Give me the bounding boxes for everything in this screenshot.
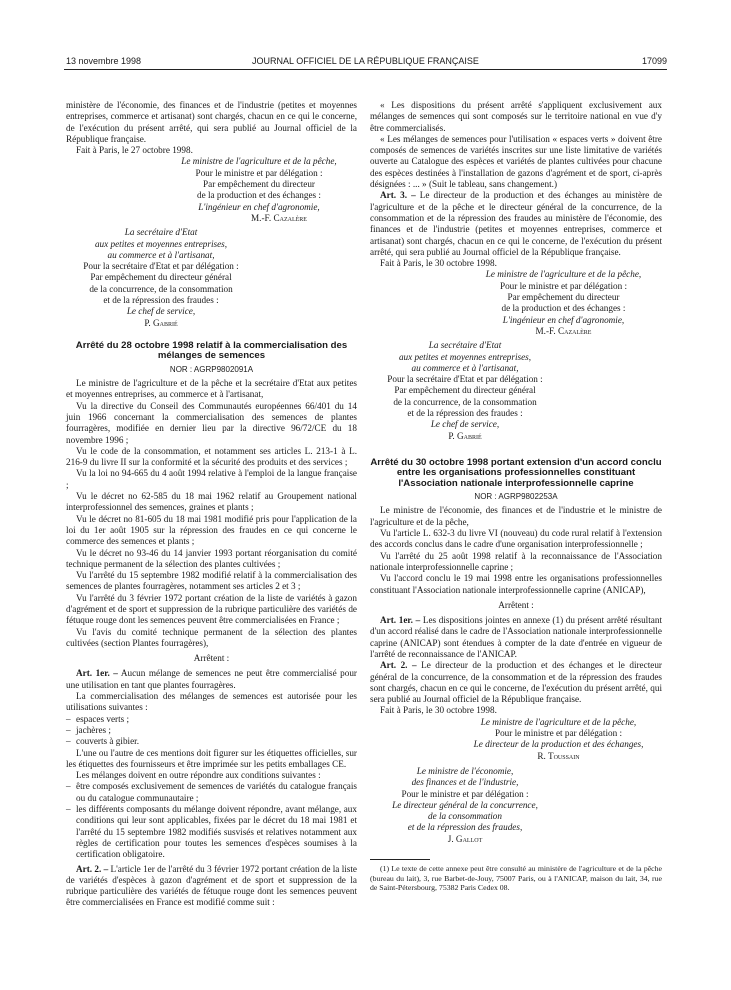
sig-line: Le ministre de l'agriculture et de la pêche, — [485, 269, 642, 280]
sig-line: Pour le ministre et par délégation : — [499, 280, 628, 291]
sig-line: Pour le ministre et par délégation : — [494, 728, 623, 739]
sig-line: L'ingénieur en chef d'agronomie, — [198, 201, 320, 212]
sig-line: La secrétaire d'Etat — [428, 340, 502, 351]
article-3 — [370, 190, 662, 258]
paragraph: La commercialisation des mélanges de semences est autorisée pour les utilisations suivantes : — [66, 691, 357, 713]
visa: Vu la directive du Conseil des Communautés européennes 66/401 du 14 juin 1966 concernant la commercialisation des semences de plantes fourragères, modifiée en dernier lieu par la directive 96/72/CE du 18 novembre 1996 ; — [66, 400, 357, 445]
sig-line: de la production et des échanges : — [501, 303, 626, 314]
arretent-heading: Arrêtent : — [193, 653, 230, 664]
signature-block-4 — [370, 766, 560, 845]
header-journal-title: JOURNAL OFFICIEL DE LA RÉPUBLIQUE FRANÇAISE — [252, 56, 479, 66]
paragraph: ministère de l'économie, des finances et de l'industrie (petites et moyennes entreprises, commerce et artisanat) sont chargés, chacun en ce qui le concerne, de l'exécution du présent arrêté, qui sera publié au Journal officiel de la République française. — [66, 100, 357, 144]
article-text: Les dispositions jointes en annexe (1) du présent arrêté résultant d'un accord réalisé dans le cadre de l'Association nationale interprofessionnelle caprine (ANICAP) sont étendues à compter de la date d'entrée en vigueur de l'arrêté de reconnaissance de l'ANICAP. — [370, 615, 663, 659]
visa: Le ministre de l'économie, des finances et de l'industrie et le ministre de l'agriculture et de la pêche, — [370, 505, 662, 527]
header-rule — [64, 69, 667, 70]
quote-paragraph: « Les dispositions du présent arrêté s'appliquent exclusivement aux mélanges de semences qui sont composés sur le territoire national en vue d'y être commercialisés. — [370, 100, 662, 133]
sig-line: Pour le ministre et par délégation : — [195, 167, 323, 178]
conditions-list — [66, 781, 357, 860]
visa: Le ministre de l'agriculture et de la pêche et la secrétaire d'Etat aux petites et moyennes entreprises, au commerce et à l'artisanat, — [66, 378, 357, 400]
sig-line: Le chef de service, — [430, 419, 500, 430]
sig-line: aux petites et moyennes entreprises, — [94, 238, 228, 249]
sig-line: de la concurrence, de la consommation — [393, 396, 537, 407]
signatory-name: M.-F. Cazalère — [251, 212, 307, 223]
sig-line: Par empêchement du directeur général — [394, 385, 536, 396]
visa: Vu l'article L. 632-3 du livre VI (nouveau) du code rural relatif à l'extension des accords conclus dans le cadre d'une organisation interprofessionnelle ; — [370, 528, 662, 550]
sig-line: Par empêchement du directeur général — [90, 272, 232, 283]
arrete-title: Arrêté du 28 octobre 1998 relatif à la commercialisation des mélanges de semences — [75, 339, 348, 362]
fait-a-paris: Fait à Paris, le 30 octobre 1998. — [380, 705, 497, 716]
sig-line: Le ministre de l'économie, — [416, 765, 514, 776]
nor-reference: NOR : AGRP9802091A — [169, 364, 254, 374]
sig-line: aux petites et moyennes entreprises, — [398, 351, 532, 362]
sig-line: Pour la secrétaire d'Etat et par délégation : — [83, 261, 239, 272]
sig-line: L'ingénieur en chef d'agronomie, — [502, 314, 625, 325]
footnote: (1) Le texte de cette annexe peut être consulté au ministère de l'agriculture et de la pêche (bureau du lait), 3, rue Barbet-de-Jouy, 75007 Paris, ou à l'ANICAP, maison du lait, 34, rue de Saint-Pétersbourg, 75382 Paris Cedex 08. — [370, 864, 662, 893]
signature-block-2 — [370, 340, 560, 442]
paragraph: L'une ou l'autre de ces mentions doit figurer sur les étiquettes officielles, sur les étiquettes des fournisseurs et être imprimée sur les petits emballages CE. — [66, 747, 357, 769]
sig-line: Pour la secrétaire d'Etat et par délégation : — [387, 374, 543, 385]
visa: Vu le décret no 62-585 du 18 mai 1962 relatif au Groupement national interprofessionnel des semences, graines et plants ; — [66, 491, 357, 513]
visa: Vu la loi no 94-665 du 4 août 1994 relative à l'emploi de la langue française ; — [66, 468, 357, 490]
article-text: Le directeur de la production et des échanges au ministère de l'agriculture et de la pêche et le directeur général de la concurrence, de la consommation et de la répression des fraudes au ministère de l'économie, des finances et de l'industrie (petites et moyennes entreprises, commerce et artisanat) sont chargés, chacun en ce qui le concerne, de l'exécution du présent arrêté, qui sera publié au Journal officiel de la République française. — [370, 190, 662, 257]
visa: Vu l'arrêté du 15 septembre 1982 modifié relatif à la commercialisation des semences de plantes fourragères, notamment ses articles 2 et 3 ; — [66, 570, 357, 592]
sig-line: Par empêchement du directeur — [203, 179, 315, 190]
article-label: Art. 2. – — [76, 863, 109, 874]
header-date: 13 novembre 1998 — [66, 56, 142, 66]
sig-line: de la concurrence, de la consommation — [89, 283, 233, 294]
article-label: Art. 1er. – — [380, 615, 421, 626]
visa: Vu le décret no 93-46 du 14 janvier 1993 portant réorganisation du comité technique permanent de la sélection des plantes cultivées ; — [66, 547, 357, 569]
left-column — [66, 100, 357, 909]
header-page-number: 17099 — [641, 56, 667, 66]
sig-line: de la production et des échanges : — [197, 190, 321, 201]
signatory-name: P. Gabrié — [144, 317, 178, 328]
visa: Vu l'accord conclu le 19 mai 1998 entre les organisations professionnelles constituant l'Association nationale interprofessionnelle caprine (ANICAP), — [370, 573, 662, 595]
arretent-heading: Arrêtent : — [498, 599, 534, 610]
nor-reference: NOR : AGRP9802253A — [474, 492, 558, 502]
fait-a-paris: Fait à Paris, le 30 octobre 1998. — [380, 258, 497, 269]
list-item: – jachères ; — [66, 725, 357, 736]
quote-paragraph: « Les mélanges de semences pour l'utilisation « espaces verts » doivent être composés de semences de variétés inscrites sur une liste limitative de variétés ouverte au Catalogue des espèces et variétés de plantes cultivées pour chacune des espèces destinées à l'installation de gazons d'agrément et de sport, ci-après désignées : ... » (Suit le tableau, sans changement.) — [370, 133, 662, 190]
article-2 — [370, 660, 662, 705]
sig-line: Le directeur de la production et des échanges, — [473, 739, 644, 750]
article-text: Le directeur de la production et des échanges et le directeur général de la concurrence, de la consommation et de la répression des fraudes sont chargés, chacun en ce qui le concerne, de l'exécution du présent arrêté, qui sera publié au Journal officiel de la République française. — [370, 660, 662, 705]
sig-line: au commerce et à l'artisanat, — [107, 249, 215, 260]
paragraph: Les mélanges doivent en outre répondre aux conditions suivantes : — [76, 770, 321, 781]
sig-line: des finances et de l'industrie, — [411, 777, 519, 788]
sig-line: et de la répression des fraudes : — [103, 295, 219, 306]
signatory-name: M.-F. Cazalère — [535, 325, 592, 336]
sig-line: Pour le ministre et par délégation : — [401, 788, 529, 799]
signature-block-1 — [161, 156, 357, 224]
sig-line: Le directeur général de la concurrence, — [392, 799, 538, 810]
sig-line: et de la répression des fraudes : — [407, 408, 523, 419]
article-2 — [66, 864, 357, 909]
sig-line: au commerce et à l'artisanat, — [411, 362, 519, 373]
sig-line: de la consommation — [427, 811, 502, 822]
article-1 — [66, 668, 357, 691]
article-text: Aucun mélange de semences ne peut être commercialisé pour une utilisation en tant que plantes fourragères. — [66, 668, 357, 690]
signature-block-1 — [465, 269, 662, 337]
visa: Vu le décret no 81-605 du 18 mai 1981 modifié pris pour l'application de la loi du 1er août 1905 sur la répression des fraudes en ce qui concerne le commerce des semences et plants ; — [66, 513, 357, 547]
list-item: – les différents composants du mélange doivent répondre, avant mélange, aux conditions qui leur sont applicables, fixées par le décret du 18 mai 1981 et l'arrêté du 15 septembre 1982 modifiés susvisés et relatives notamment aux règles de certification pour toutes les semences d'espèces soumises à la certification obligatoire. — [66, 804, 357, 860]
arrete-title: Arrêté du 30 octobre 1998 portant extension d'un accord conclu entre les organisations professionnelles constituant l'Association nationale interprofessionnelle caprine — [370, 456, 662, 489]
sig-line: La secrétaire d'Etat — [124, 227, 198, 238]
list-item: – espaces verts ; — [66, 714, 357, 725]
signatory-name: J. Gallot — [447, 833, 483, 844]
uses-list — [66, 714, 357, 748]
article-label: Art. 2. – — [380, 660, 417, 671]
article-1 — [370, 615, 662, 660]
visa: Vu l'arrêté du 3 février 1972 portant création de la liste de variétés à gazon d'agrément et de sport et suppression de la rubrique particulière des variétés de fétuque rouge dont les semences peuvent être commercialisées en France ; — [66, 592, 357, 626]
signatory-name: R. Toussain — [537, 750, 580, 761]
list-item: – être composés exclusivement de semences de variétés du catalogue français ou du catalogue communautaire ; — [66, 781, 357, 804]
article-text: L'article 1er de l'arrêté du 3 février 1972 portant création de la liste de variétés d'espèces à gazon d'agrément et de sport et suppression de la rubrique particulière des variétés de fétuque rouge dont les semences peuvent être commercialisées en France est modifié comme suit : — [66, 863, 357, 908]
sig-line: Le chef de service, — [126, 306, 196, 317]
article-label: Art. 1er. – — [76, 668, 118, 679]
signatory-name: P. Gabrié — [448, 430, 482, 441]
signature-block-3 — [455, 717, 662, 762]
article-label: Art. 3. – — [380, 190, 416, 201]
visa: Vu l'avis du comité technique permanent de la sélection des plantes cultivées (section Plantes fourragères), — [66, 626, 357, 648]
list-item: – couverts à gibier. — [66, 736, 357, 747]
sig-line: Le ministre de l'agriculture et de la pêche, — [181, 156, 337, 167]
fait-a-paris: Fait à Paris, le 27 octobre 1998. — [76, 145, 193, 156]
visa: Vu le code de la consommation, et notamment ses articles L. 213-1 à L. 216-9 du livre II sur la conformité et la sécurité des produits et des services ; — [66, 445, 357, 468]
signature-block-2 — [66, 227, 256, 329]
sig-line: et de la répression des fraudes, — [407, 822, 523, 833]
footnote-rule — [370, 859, 430, 860]
right-column — [370, 100, 662, 893]
sig-line: Par empêchement du directeur — [507, 292, 620, 303]
visa: Vu l'arrêté du 25 août 1998 relatif à la reconnaissance de l'Association nationale interprofessionnelle caprine ; — [370, 550, 662, 572]
sig-line: Le ministre de l'agriculture et de la pêche, — [480, 716, 637, 727]
